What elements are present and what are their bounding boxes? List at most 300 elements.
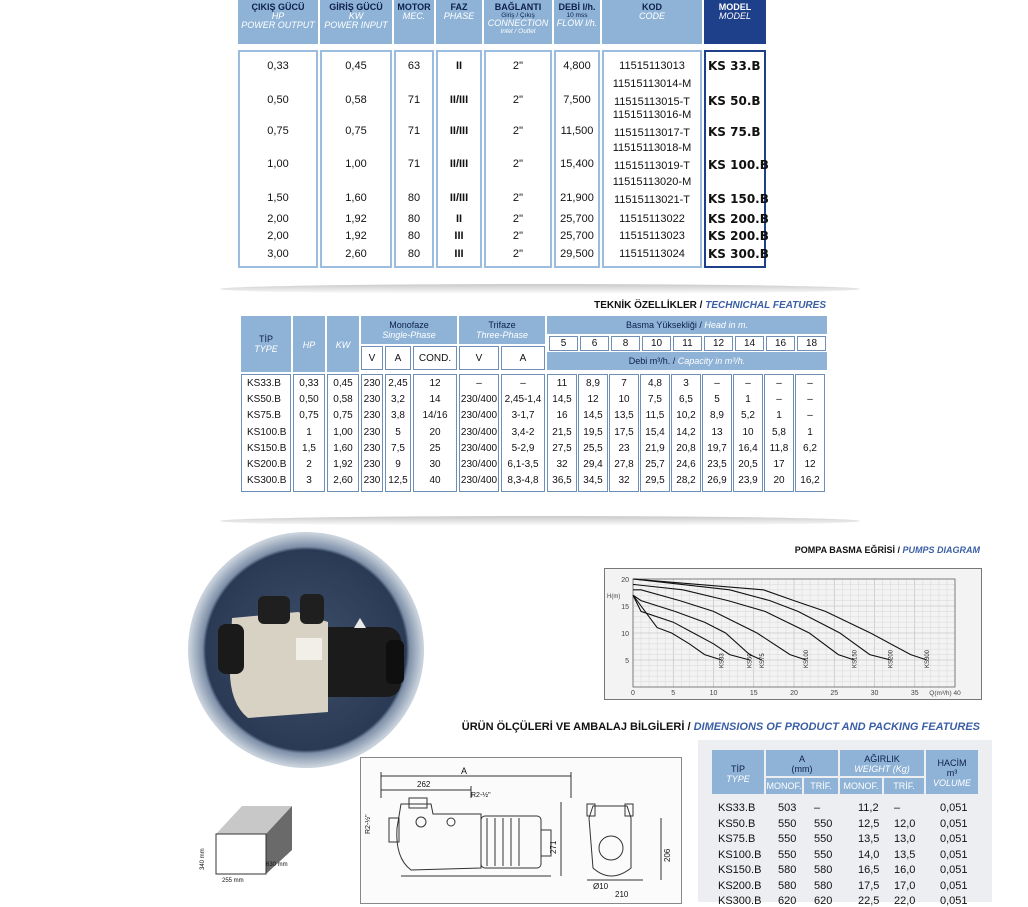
- tech-header-head-en: Head in m.: [704, 320, 748, 330]
- dim-header-tip: TİP: [730, 764, 745, 774]
- spec-cell-conn: 2'': [512, 60, 524, 72]
- spec-cell-motor: 71: [407, 158, 421, 170]
- package-box: [200, 800, 310, 890]
- tech-cell-capacity: 3: [683, 378, 689, 389]
- dim-cell-am: 580: [778, 864, 797, 876]
- spec-cell-phase: III: [454, 248, 464, 260]
- tech-header-tip: TİP: [258, 334, 273, 344]
- spec-header-en: MODEL: [718, 11, 751, 21]
- tech-header-hp-text: HP: [302, 340, 316, 350]
- spec-cell-kw: 0,75: [345, 125, 367, 137]
- spec-header-cell: [554, 0, 600, 44]
- spec-cell-flow: 21,900: [560, 192, 594, 204]
- spec-header-tr: DEBİ l/h.: [558, 2, 596, 12]
- spec-cell-code: 11515113020-M: [612, 176, 692, 188]
- dim-cell-wm: 22,5: [858, 895, 880, 907]
- tech-cell-cond: 14: [429, 394, 441, 406]
- dim-cell-wt: 12,0: [894, 817, 916, 830]
- dim-cell-type: KS33.B: [718, 802, 756, 814]
- tech-header-mono: [361, 316, 457, 344]
- tech-cell-capacity: 34,5: [583, 475, 603, 487]
- tech-cell-tv: 230/400: [460, 410, 498, 422]
- tech-cell-cond: 25: [429, 442, 441, 454]
- dim-cell-wt: –: [894, 802, 901, 814]
- curve-label: KS300: [924, 649, 931, 668]
- spec-cell-phase: III: [454, 230, 464, 242]
- spec-cell-hp: 1,00: [267, 158, 289, 170]
- tech-cell-hp: 1: [306, 426, 312, 438]
- tech-cell-type: KS300.B: [247, 475, 287, 487]
- spec-cell-code: 11515113018-M: [612, 142, 692, 154]
- spec-cell-conn: 2'': [512, 230, 524, 242]
- spec-cell-hp: 2,00: [267, 213, 289, 225]
- y-tick-label: 15: [621, 604, 629, 611]
- spec-header-en2: POWER INPUT: [324, 20, 388, 30]
- x-tick-label: 0: [631, 690, 635, 697]
- tech-header-cap-tr: Debi m³/h. /: [628, 356, 678, 366]
- tech-head-value: 8: [611, 336, 640, 351]
- spec-cell-flow: 11,500: [560, 125, 594, 137]
- dim-o10-label: Ø10: [593, 882, 609, 891]
- tech-cell-capacity: 26,9: [707, 475, 727, 487]
- tech-cell-capacity: 7: [621, 378, 627, 389]
- tech-cell-a: 5: [395, 426, 401, 438]
- spec-cell-conn: 2'': [512, 125, 524, 137]
- tech-cell-capacity: 20: [773, 475, 785, 487]
- dim-cell-am: 550: [778, 817, 797, 830]
- dim-cell-type: KS150.B: [718, 864, 762, 876]
- dim-cell-wm: 12,5: [858, 817, 880, 830]
- spec-cell-kw: 1,60: [345, 192, 367, 204]
- tech-cell-capacity: –: [745, 378, 751, 389]
- x-tick-label: 5: [671, 690, 676, 697]
- tech-head-value: 10: [642, 336, 671, 351]
- tech-cell-v: 230: [363, 475, 381, 487]
- spec-header-en: HP: [271, 11, 285, 21]
- x-axis-label: Q(m³/h) 40: [929, 690, 961, 697]
- spec-cell-motor: 71: [407, 94, 421, 106]
- tech-cell-v: 230: [363, 378, 381, 389]
- tech-header-typeen: TYPE: [254, 344, 278, 354]
- y-tick-label: 20: [621, 577, 629, 584]
- technical-drawing: [360, 757, 682, 904]
- spec-header-cell: [602, 0, 702, 44]
- tech-cell-capacity: 4,8: [648, 378, 662, 389]
- curve-label: KS150: [852, 649, 859, 668]
- tech-cell-capacity: 13,5: [614, 410, 634, 422]
- tech-cell-capacity: 15,4: [645, 426, 665, 438]
- spec-cell-conn: 2'': [512, 213, 524, 225]
- tech-cell-ta: 8,3-4,8: [507, 475, 539, 487]
- box-depth-label: 630 mm: [266, 862, 288, 868]
- tech-cell-capacity: 17: [773, 459, 785, 470]
- spec-header-tr: FAZ: [450, 2, 468, 12]
- tech-header-hp: [293, 316, 325, 372]
- dim-header-a-text: A: [798, 754, 805, 764]
- tech-cell-a: 3,8: [391, 410, 405, 422]
- tech-cell-a: 12,5: [388, 475, 408, 487]
- dim-r2-vert-label: R2-½": [365, 814, 372, 834]
- tech-cell-ta: 6,1-3,5: [507, 459, 539, 470]
- tech-cell-capacity: 20,5: [738, 459, 758, 470]
- tech-header-head: [547, 316, 827, 334]
- spec-cell-model: KS 33.B: [708, 59, 761, 73]
- spec-cell-kw: 0,58: [345, 94, 367, 106]
- tech-cell-ta: 3,4-2: [511, 426, 535, 438]
- tech-cell-capacity: 23: [618, 442, 630, 454]
- spec-header-tr: MODEL: [718, 2, 752, 12]
- curve-label: KS33: [719, 653, 726, 668]
- dim-cell-vol: 0,051: [940, 833, 968, 845]
- dim-header-a: [766, 750, 838, 776]
- dim-cell-wm: 13,5: [858, 833, 880, 845]
- tech-cell-hp: 0,50: [299, 394, 319, 406]
- tech-cell-hp: 3: [306, 475, 312, 487]
- dim-cell-am: 580: [778, 879, 797, 892]
- tech-cell-capacity: 5,2: [741, 410, 755, 422]
- spec-cell-phase: II: [455, 60, 463, 72]
- tech-header-kw: [327, 316, 359, 372]
- tech-subheader: A: [501, 346, 545, 370]
- spec-cell-phase: II/III: [449, 125, 469, 137]
- tech-header-tri: [459, 316, 545, 344]
- dim-262-label: 262: [417, 780, 431, 789]
- tech-head-value: 18: [797, 336, 826, 351]
- spec-header-cell: [320, 0, 392, 44]
- spec-header-en: KW: [348, 11, 364, 21]
- spec-cell-kw: 0,45: [345, 60, 367, 72]
- pump-icon: [188, 532, 424, 768]
- tech-cell-cond: 14/16: [422, 410, 448, 422]
- spec-cell-model: KS 200.B: [708, 229, 769, 243]
- tech-cell-capacity: 32: [618, 475, 630, 487]
- spec-cell-kw: 2,60: [345, 248, 367, 260]
- spec-header-en: MEC.: [402, 11, 426, 21]
- spec-cell-motor: 80: [407, 213, 421, 225]
- spec-cell-code: 11515113023: [619, 230, 685, 242]
- spec-cell-hp: 0,75: [267, 125, 289, 137]
- spec-header-tr: KOD: [642, 2, 662, 12]
- spec-header-cell: [394, 0, 434, 44]
- dim-r2-label: R2-½": [471, 792, 491, 799]
- tech-cell-capacity: 8,9: [586, 378, 600, 389]
- spec-header-tr: ÇIKIŞ GÜCÜ: [251, 2, 305, 12]
- y-tick-label: 5: [625, 658, 629, 665]
- dim-cell-type: KS200.B: [718, 879, 762, 892]
- tech-cell-capacity: 13: [711, 426, 723, 438]
- dim-206-label: 206: [663, 848, 672, 862]
- tech-cell-kw: 0,75: [333, 410, 353, 422]
- tech-cell-type: KS200.B: [247, 459, 287, 470]
- tech-cell-cond: 40: [429, 475, 441, 487]
- tech-cell-type: KS50.B: [247, 394, 281, 406]
- dim-271-label: 271: [549, 840, 558, 854]
- tech-cell-tv: 230/400: [460, 394, 498, 406]
- pump-curve-chart: [604, 568, 982, 700]
- y-axis-label: H(m): [607, 594, 621, 601]
- dim-cell-vol: 0,051: [940, 879, 968, 892]
- tech-cell-type: KS100.B: [247, 426, 287, 438]
- dim-cell-vol: 0,051: [940, 864, 968, 876]
- tech-cell-hp: 1,5: [302, 442, 316, 454]
- spec-cell-code: 11515113013: [619, 60, 685, 72]
- spec-cell-code: 11515113019-T: [613, 160, 691, 172]
- dim-cell-am: 620: [778, 895, 797, 907]
- dim-cell-vol: 0,051: [940, 895, 968, 907]
- curve-label: KS200: [888, 649, 895, 668]
- spec-cell-hp: 0,33: [267, 60, 289, 72]
- spec-cell-motor: 80: [407, 248, 421, 260]
- tech-cell-capacity: 32: [556, 459, 568, 470]
- dim-cell-type: KS50.B: [718, 817, 756, 830]
- dim-cell-wm: 17,5: [858, 879, 880, 892]
- spec-cell-motor: 63: [407, 60, 421, 72]
- dim-subheader: TRİF.: [884, 778, 924, 794]
- tech-cell-capacity: 23,9: [738, 475, 758, 487]
- curve-label: KS100: [804, 649, 811, 668]
- tech-cell-tv: 230/400: [460, 459, 498, 470]
- dim-cell-at: –: [814, 802, 821, 814]
- tech-cell-a: 7,5: [391, 442, 405, 454]
- dim-cell-at: 550: [814, 817, 833, 830]
- tech-header-type: [241, 316, 291, 372]
- shadow-divider: [220, 284, 860, 294]
- spec-cell-flow: 29,500: [560, 248, 594, 260]
- spec-cell-phase: II/III: [449, 158, 469, 170]
- tech-cell-capacity: 36,5: [552, 475, 572, 487]
- tech-cell-capacity: 21,5: [552, 426, 572, 438]
- tech-head-value: 16: [766, 336, 795, 351]
- dim-cell-am: 550: [778, 833, 797, 845]
- spec-cell-conn: 2'': [512, 158, 524, 170]
- spec-header-tr: BAĞLANTI: [494, 2, 542, 12]
- spec-header-en: PHASE: [443, 11, 475, 21]
- dim-header-typeen: TYPE: [726, 774, 750, 784]
- tech-cell-ta: 5-2,9: [511, 442, 535, 454]
- tech-cell-cond: 30: [429, 459, 441, 470]
- tech-cell-cond: 12: [429, 378, 441, 389]
- spec-cell-code: 11515113014-M: [612, 78, 692, 90]
- tech-cell-tv: 230/400: [460, 475, 498, 487]
- dim-cell-type: KS75.B: [718, 833, 756, 845]
- tech-cell-capacity: 16,4: [738, 442, 758, 454]
- spec-cell-kw: 1,92: [345, 213, 367, 225]
- tech-cell-capacity: 27,5: [552, 442, 572, 454]
- tech-cell-hp: 0,33: [299, 378, 319, 389]
- dim-cell-wt: 16,0: [894, 864, 916, 876]
- tech-cell-a: 2,45: [388, 378, 408, 389]
- tech-head-value: 5: [549, 336, 578, 351]
- diagram-title: POMPA BASMA EĞRİSİ / PUMPS DIAGRAM: [794, 545, 980, 555]
- spec-cell-code: 11515113017-T: [613, 127, 691, 139]
- dimensions-title: ÜRÜN ÖLÇÜLERİ VE AMBALAJ BİLGİLERİ / DIMENSIONS OF PRODUCT AND PACKING FEATURES: [461, 721, 980, 733]
- tech-cell-ta: –: [520, 378, 526, 389]
- spec-header-en: CONNECTION: [487, 18, 549, 28]
- spec-cell-model: KS 150.B: [708, 192, 769, 206]
- dim-header-volume: [926, 750, 978, 794]
- dim-cell-at: 550: [814, 833, 833, 845]
- tech-cell-type: KS75.B: [247, 410, 281, 422]
- dim-cell-wt: 13,5: [894, 848, 916, 861]
- spec-header-sub2: Inlet / Outlet: [500, 28, 536, 35]
- tech-cell-capacity: –: [714, 378, 720, 389]
- tech-cell-capacity: –: [807, 394, 813, 406]
- spec-cell-phase: II: [455, 213, 463, 225]
- box-height-label: 340 mm: [200, 848, 206, 870]
- spec-cell-conn: 2'': [512, 94, 524, 106]
- tech-cell-capacity: 25,7: [645, 459, 665, 470]
- spec-cell-phase: II/III: [449, 94, 469, 106]
- x-tick-label: 10: [709, 690, 718, 697]
- dim-cell-vol: 0,051: [940, 848, 968, 861]
- tech-cell-capacity: 10: [618, 394, 630, 406]
- spec-cell-kw: 1,92: [345, 230, 367, 242]
- tech-cell-capacity: 6,5: [679, 394, 693, 406]
- spec-cell-hp: 2,00: [267, 230, 289, 242]
- tech-cell-tv: 230/400: [460, 426, 498, 438]
- box-width-label: 255 mm: [222, 878, 244, 884]
- tech-cell-kw: 2,60: [333, 475, 353, 487]
- spec-cell-code: 11515113015-T: [613, 96, 691, 108]
- spec-header-tr: MOTOR: [397, 2, 431, 12]
- tech-cell-capacity: 1: [807, 426, 813, 438]
- tech-cell-capacity: –: [807, 378, 813, 389]
- tech-cell-capacity: 6,2: [803, 442, 817, 454]
- dim-cell-vol: 0,051: [940, 817, 968, 830]
- spec-header-cell: [704, 0, 766, 44]
- spec-cell-conn: 2'': [512, 248, 524, 260]
- tech-cell-capacity: 21,9: [645, 442, 665, 454]
- tech-table-title: TEKNİK ÖZELLİKLER / TECHNICHAL FEATURES: [594, 300, 826, 311]
- dim-a-label: A: [461, 766, 468, 776]
- box-icon: [200, 800, 310, 890]
- tech-cell-v: 230: [363, 459, 381, 470]
- tech-cell-kw: 1,92: [333, 459, 353, 470]
- tech-subheader: COND.: [413, 346, 457, 370]
- tech-subheader: A: [385, 346, 411, 370]
- tech-header-tri-tr: Trifaze: [488, 320, 516, 330]
- tech-cell-ta: 3-1,7: [511, 410, 535, 422]
- dim-cell-am: 503: [778, 802, 797, 814]
- dim-header-vol-tr: HACİM: [937, 758, 967, 768]
- tech-cell-capacity: 27,8: [614, 459, 634, 470]
- tech-header-tri-en: Three-Phase: [475, 330, 529, 340]
- tech-cell-type: KS33.B: [247, 378, 281, 389]
- tech-cell-capacity: 14,5: [552, 394, 572, 406]
- tech-header-mono-tr: Monofaze: [389, 320, 429, 330]
- tech-head-value: 6: [580, 336, 609, 351]
- tech-cell-capacity: 12: [804, 459, 816, 470]
- tech-cell-kw: 1,00: [333, 426, 353, 438]
- spec-header-cell: [484, 0, 552, 44]
- tech-cell-capacity: 1: [776, 410, 782, 422]
- tech-cell-tv: –: [476, 378, 482, 389]
- spec-cell-flow: 15,400: [560, 158, 594, 170]
- dim-subheader: MONOF.: [766, 778, 802, 794]
- pump-curve-svg: [605, 569, 981, 699]
- tech-cell-tv: 230/400: [460, 442, 498, 454]
- shadow-divider: [220, 516, 860, 526]
- tech-cell-capacity: 19,7: [707, 442, 727, 454]
- dim-cell-at: 580: [814, 879, 833, 892]
- spec-header-en2: POWER OUTPUT: [241, 20, 315, 30]
- tech-cell-capacity: 1: [745, 394, 751, 406]
- tech-cell-capacity: 23,5: [707, 459, 727, 470]
- spec-header-sub: Giriş / Çıkış: [501, 12, 535, 19]
- spec-cell-motor: 71: [407, 125, 421, 137]
- tech-cell-hp: 0,75: [299, 410, 319, 422]
- pump-photo: [188, 532, 424, 768]
- tech-cell-capacity: 16,2: [800, 475, 820, 487]
- tech-cell-a: 3,2: [391, 394, 405, 406]
- tech-cell-capacity: 5: [714, 394, 720, 406]
- tech-head-value: 11: [673, 336, 702, 351]
- spec-header-cell: [238, 0, 318, 44]
- tech-header-mono-en: Single-Phase: [382, 330, 436, 340]
- spec-header-tr: GİRİŞ GÜCÜ: [329, 2, 383, 12]
- tech-cell-cond: 20: [429, 426, 441, 438]
- dim-header-type: [712, 750, 764, 794]
- spec-cell-model: KS 100.B: [708, 158, 769, 172]
- spec-cell-kw: 1,00: [345, 158, 367, 170]
- dim-header-a-unit: (mm): [791, 764, 813, 774]
- spec-cell-model: KS 200.B: [708, 212, 769, 226]
- tech-cell-capacity: 29,5: [645, 475, 665, 487]
- dim-cell-wm: 14,0: [858, 848, 880, 861]
- y-tick-label: 10: [621, 631, 629, 638]
- tech-cell-capacity: 8,9: [710, 410, 724, 422]
- dim-cell-vol: 0,051: [940, 802, 968, 814]
- tech-cell-capacity: 11: [556, 378, 568, 389]
- spec-table-body: [238, 50, 769, 268]
- pump-drawing-icon: [361, 758, 681, 903]
- dim-cell-type: KS100.B: [718, 848, 762, 861]
- dim-210-label: 210: [615, 890, 629, 899]
- tech-cell-capacity: 29,4: [583, 459, 603, 470]
- spec-cell-hp: 1,50: [267, 192, 289, 204]
- tech-cell-kw: 0,45: [333, 378, 353, 389]
- dim-cell-wt: 13,0: [894, 833, 916, 845]
- spec-header-sub: 10 mss: [566, 12, 588, 19]
- spec-cell-motor: 80: [407, 230, 421, 242]
- spec-cell-hp: 3,00: [267, 248, 289, 260]
- dim-header-vol-unit: m³: [946, 768, 958, 778]
- tech-cell-capacity: 10,2: [676, 410, 696, 422]
- tech-cell-capacity: 24,6: [676, 459, 696, 470]
- tech-cell-capacity: 11,8: [769, 442, 789, 454]
- tech-cell-capacity: –: [776, 394, 782, 406]
- tech-cell-kw: 0,58: [333, 394, 353, 406]
- tech-cell-capacity: 14,2: [676, 426, 696, 438]
- spec-cell-flow: 25,700: [560, 213, 594, 225]
- dim-cell-am: 550: [778, 848, 797, 861]
- tech-cell-capacity: –: [807, 410, 813, 422]
- dim-header-weight-en: WEIGHT (Kg): [854, 764, 910, 774]
- dim-header-weight-tr: AĞIRLIK: [864, 754, 900, 764]
- curve-label: KS50: [747, 653, 754, 668]
- x-tick-label: 35: [910, 690, 919, 697]
- dim-cell-wm: 11,2: [858, 802, 879, 814]
- spec-cell-flow: 25,700: [560, 230, 594, 242]
- tech-head-value: 12: [704, 336, 733, 351]
- spec-cell-phase: II/III: [449, 192, 469, 204]
- spec-cell-flow: 7,500: [563, 94, 591, 106]
- dim-cell-at: 550: [814, 848, 833, 861]
- spec-cell-code: 11515113021-T: [613, 194, 691, 206]
- spec-cell-conn: 2'': [512, 192, 524, 204]
- tech-cell-capacity: 14,5: [583, 410, 603, 422]
- tech-cell-kw: 1,60: [333, 442, 353, 454]
